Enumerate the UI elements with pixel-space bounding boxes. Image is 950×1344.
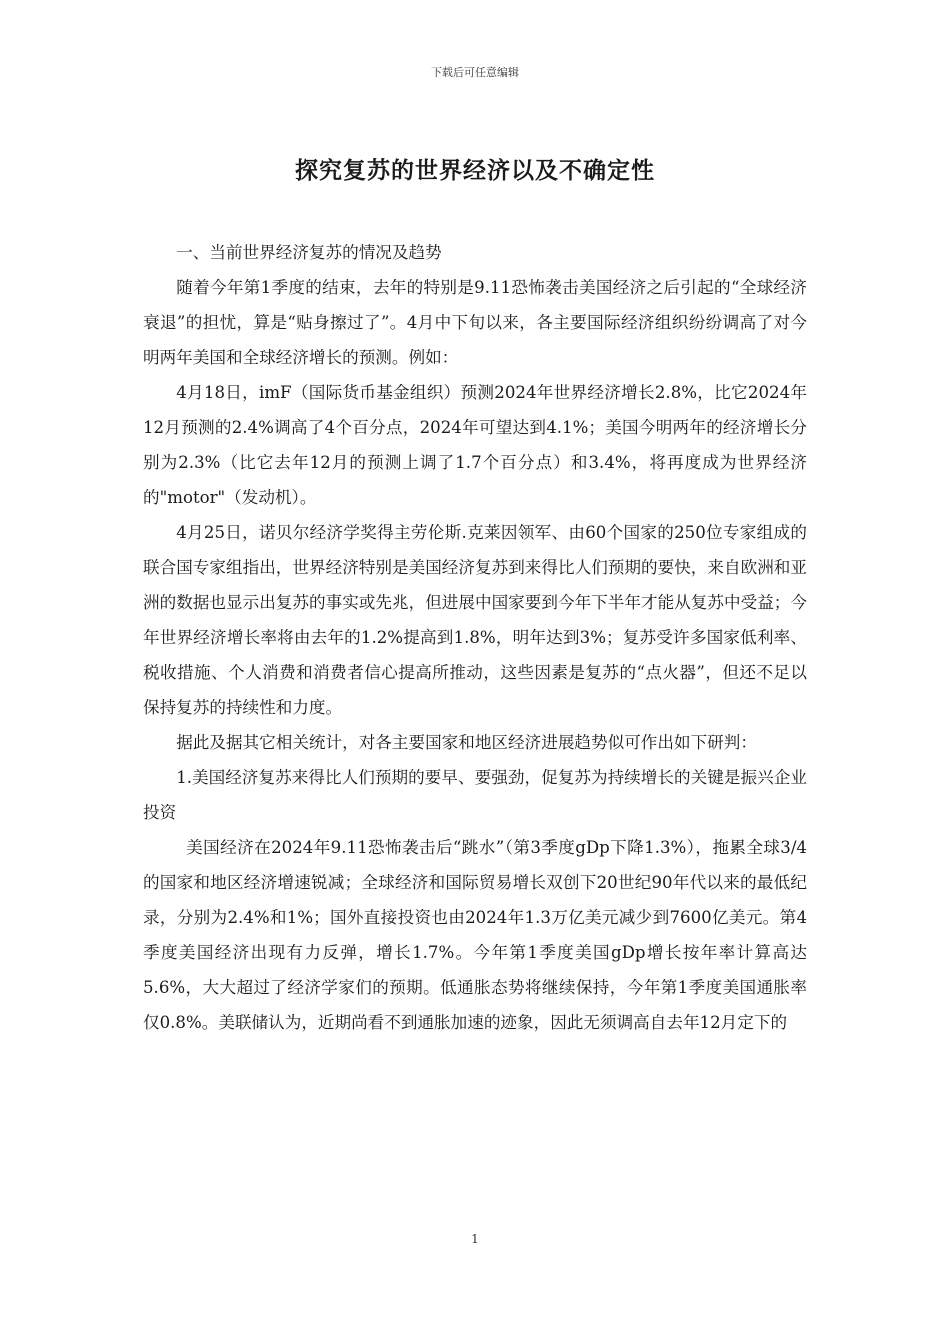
page-title: 探究复苏的世界经济以及不确定性 [295,157,655,184]
section-heading: 一、当前世界经济复苏的情况及趋势 [176,243,442,262]
paragraph: 美国经济在2024年9.11恐怖袭击后“跳水”（第3季度gDp下降1.3%），拖累全球3/4的国家和地区经济增速锐减；全球经济和国际贸易增长双创下20世纪90年代以来的最低纪录，分别为2.4%和1%；国外直接投资也由2024年1.3万亿美元减少到7600亿美元。第4季度美国经济出现有力反弹，增长1.7%。今年第1季度美国gDp增长按年率计算高达5.6%，大大超过了经济学家们的预期。低通胀态势将继续保持，今年第1季度美国通胀率仅0.8%。美联储认为，近期尚看不到通胀加速的迹象，因此无须调高自去年12月定下的 [143,838,807,1032]
page-header: 下载后可任意编辑 [431,66,519,79]
paragraph: 4月18日，imF（国际货币基金组织）预测2024年世界经济增长2.8%，比它2024年12月预测的2.4%调高了4个百分点，2024年可望达到4.1%；美国今明两年的经济增长分别为2.3%（比它去年12月的预测上调了1.7个百分点）和3.4%，将再度成为世界经济的"motor"（发动机）。 [143,383,807,507]
paragraph: 随着今年第1季度的结束，去年的特别是9.11恐怖袭击美国经济之后引起的“全球经济衰退”的担忧，算是“贴身擦过了”。4月中下旬以来，各主要国际经济组织纷纷调高了对今明两年美国和全球经济增长的预测。例如： [143,278,807,367]
document-body [143,235,807,1040]
page-number: 1 [471,1232,479,1246]
subsection-heading: 1.美国经济复苏来得比人们预期的要早、要强劲，促复苏为持续增长的关键是振兴企业投资 [143,768,807,822]
paragraph: 4月25日，诺贝尔经济学奖得主劳伦斯.克莱因领军、由60个国家的250位专家组成的联合国专家组指出，世界经济特别是美国经济复苏到来得比人们预期的要快，来自欧洲和亚洲的数据也显示出复苏的事实或先兆，但进展中国家要到今年下半年才能从复苏中受益；今年世界经济增长率将由去年的1.2%提高到1.8%，明年达到3%；复苏受许多国家低利率、税收措施、个人消费和消费者信心提高所推动，这些因素是复苏的“点火器”，但还不足以保持复苏的持续性和力度。 [143,523,807,717]
paragraph: 据此及据其它相关统计，对各主要国家和地区经济进展趋势似可作出如下研判： [176,733,757,752]
